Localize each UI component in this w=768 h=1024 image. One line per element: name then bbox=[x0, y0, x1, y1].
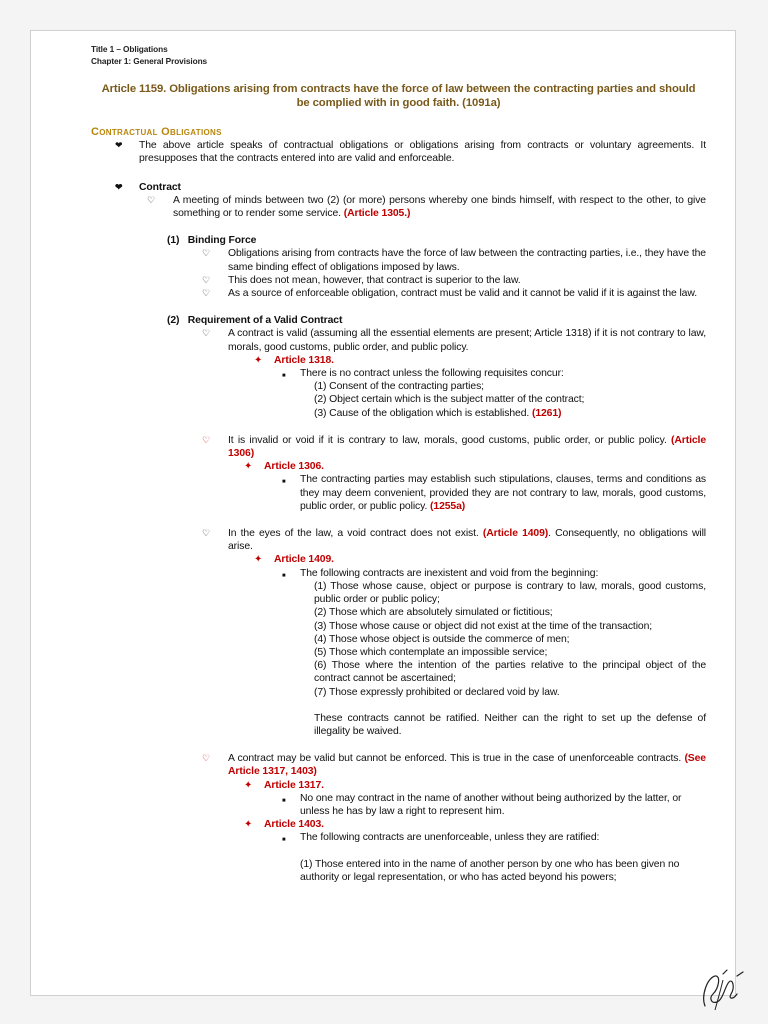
square-bullet-icon: ■ bbox=[282, 373, 286, 380]
contract-label: ❤ Contract bbox=[115, 181, 181, 193]
binding-force-item: ♡ As a source of enforceable obligation, contract must be valid and it cannot be valid if it is against the law. bbox=[202, 288, 697, 300]
star-bullet-icon: ✦ bbox=[244, 779, 253, 791]
article-heading: Article 1159. Obligations arising from contracts have the force of law between the contracting parties and should be complied with in good faith. (1091a) bbox=[101, 83, 696, 109]
valid-contract-p3: ♡ In the eyes of the law, a void contract does not exist. (Article 1409). Consequently, no obligations will arise. bbox=[202, 528, 706, 553]
valid-contract-p2: ♡ It is invalid or void if it is contrary to law, morals, good customs, public order, or public policy. (Article 1306) bbox=[202, 434, 706, 460]
article-1318-item: (3) Cause of the obligation which is established. (1261) bbox=[314, 407, 562, 419]
star-bullet-icon: ✦ bbox=[244, 819, 253, 831]
header-title: Title 1 – Obligations bbox=[91, 44, 168, 54]
binding-force-heading: (1) Binding Force bbox=[167, 235, 257, 247]
square-bullet-icon: ■ bbox=[282, 479, 286, 486]
valid-contract-p4: ♡ A contract may be valid but cannot be enforced. This is true in the case of unenforceable contracts. (See Article 1317, 1403) bbox=[202, 753, 706, 778]
article-1318-item: (1) Consent of the contracting parties; bbox=[314, 381, 484, 393]
article-1409-item: (3) Those whose cause or object did not exist at the time of the transaction; bbox=[314, 620, 653, 632]
square-bullet-icon: ■ bbox=[282, 837, 286, 844]
article-1317-text: ■ No one may contract in the name of another without being authorized by the latter, or unless he has by law a right to represent him. bbox=[282, 792, 682, 817]
article-1409-label: ✦ Article 1409. bbox=[254, 554, 334, 566]
binding-force-item: ♡ Obligations arising from contracts have the force of law between the contracting parties, i.e., they have the same binding effect of obligations imposed by laws. bbox=[202, 248, 706, 273]
star-bullet-icon: ✦ bbox=[254, 554, 263, 566]
article-1318-item: (2) Object certain which is the subject matter of the contract; bbox=[314, 394, 585, 406]
hook-bullet-icon: ♡ bbox=[202, 528, 210, 539]
article-1306-label: ✦ Article 1306. bbox=[244, 461, 324, 473]
hook-bullet-icon: ♡ bbox=[202, 248, 210, 259]
article-1409-item: (1) Those whose cause, object or purpose is contrary to law, morals, good customs, public order or public policy; bbox=[314, 580, 706, 606]
contract-definition: ♡ A meeting of minds between two (2) (or more) persons whereby one binds himself, with respect to the other, to give something or to render some service. (Article 1305.) bbox=[147, 194, 706, 220]
article-1409-item: (5) Those which contemplate an impossible service; bbox=[314, 646, 548, 658]
article-1409-item: (7) Those expressly prohibited or declared void by law. bbox=[314, 686, 560, 698]
document-page bbox=[30, 30, 736, 996]
article-1409-item: (6) Those where the intention of the parties relative to the principal object of the contract cannot be ascertained; bbox=[314, 660, 706, 685]
star-bullet-icon: ✦ bbox=[254, 354, 263, 366]
valid-contract-heading: (2) Requirement of a Valid Contract bbox=[167, 315, 343, 327]
article-1318-label: ✦ Article 1318. bbox=[254, 354, 334, 366]
intro-paragraph: ❤ The above article speaks of contractual obligations or obligations arising from contracts or voluntary agreements. It presupposes that the contracts entered into are valid and enforceable. bbox=[115, 140, 706, 165]
article-1409-note: These contracts cannot be ratified. Neither can the right to set up the defense of illegality be waived. bbox=[314, 712, 706, 737]
valid-contract-p1: ♡ A contract is valid (assuming all the essential elements are present; Article 1318) if it is not contrary to law, morals, good customs, public order, and public policy. bbox=[202, 328, 706, 353]
article-1409-item: (4) Those whose object is outside the commerce of men; bbox=[314, 633, 570, 645]
square-bullet-icon: ■ bbox=[282, 797, 286, 804]
heart-bullet-icon: ❤ bbox=[115, 181, 123, 192]
square-bullet-icon: ■ bbox=[282, 572, 286, 579]
hook-bullet-icon: ♡ bbox=[202, 753, 210, 764]
article-1409-text: ■ The following contracts are inexistent and void from the beginning: bbox=[300, 567, 706, 580]
article-1409-item: (2) Those which are absolutely simulated or fictitious; bbox=[314, 607, 553, 619]
article-1317-label: ✦ Article 1317. bbox=[244, 779, 324, 791]
article-1403-item: (1) Those entered into in the name of another person by one who has been given no authority or legal representation, or who has acted beyond his powers; bbox=[300, 858, 680, 883]
hook-bullet-icon: ♡ bbox=[202, 328, 210, 339]
header-chapter: Chapter 1: General Provisions bbox=[91, 55, 208, 66]
heart-bullet-icon: ❤ bbox=[115, 140, 123, 151]
article-1318-text: ■ There is no contract unless the following requisites concur: bbox=[300, 367, 706, 380]
article-1403-label: ✦ Article 1403. bbox=[244, 819, 324, 831]
hook-bullet-icon: ♡ bbox=[202, 274, 210, 285]
hook-bullet-icon: ♡ bbox=[147, 194, 155, 205]
star-bullet-icon: ✦ bbox=[244, 461, 253, 473]
document-content bbox=[91, 44, 706, 884]
signature-icon bbox=[693, 966, 749, 1014]
section-title: Contractual Obligations bbox=[91, 126, 222, 138]
hook-bullet-icon: ♡ bbox=[202, 434, 210, 445]
binding-force-item: ♡ This does not mean, however, that contract is superior to the law. bbox=[202, 274, 521, 286]
article-1306-text: ■ The contracting parties may establish such stipulations, clauses, terms and conditions as they may deem convenient, provided they are not contrary to law, morals, good customs, public order, or public policy. (1255a) bbox=[282, 474, 706, 512]
hook-bullet-icon: ♡ bbox=[202, 288, 210, 299]
article-1403-text: ■ The following contracts are unenforceable, unless they are ratified: bbox=[300, 831, 706, 844]
